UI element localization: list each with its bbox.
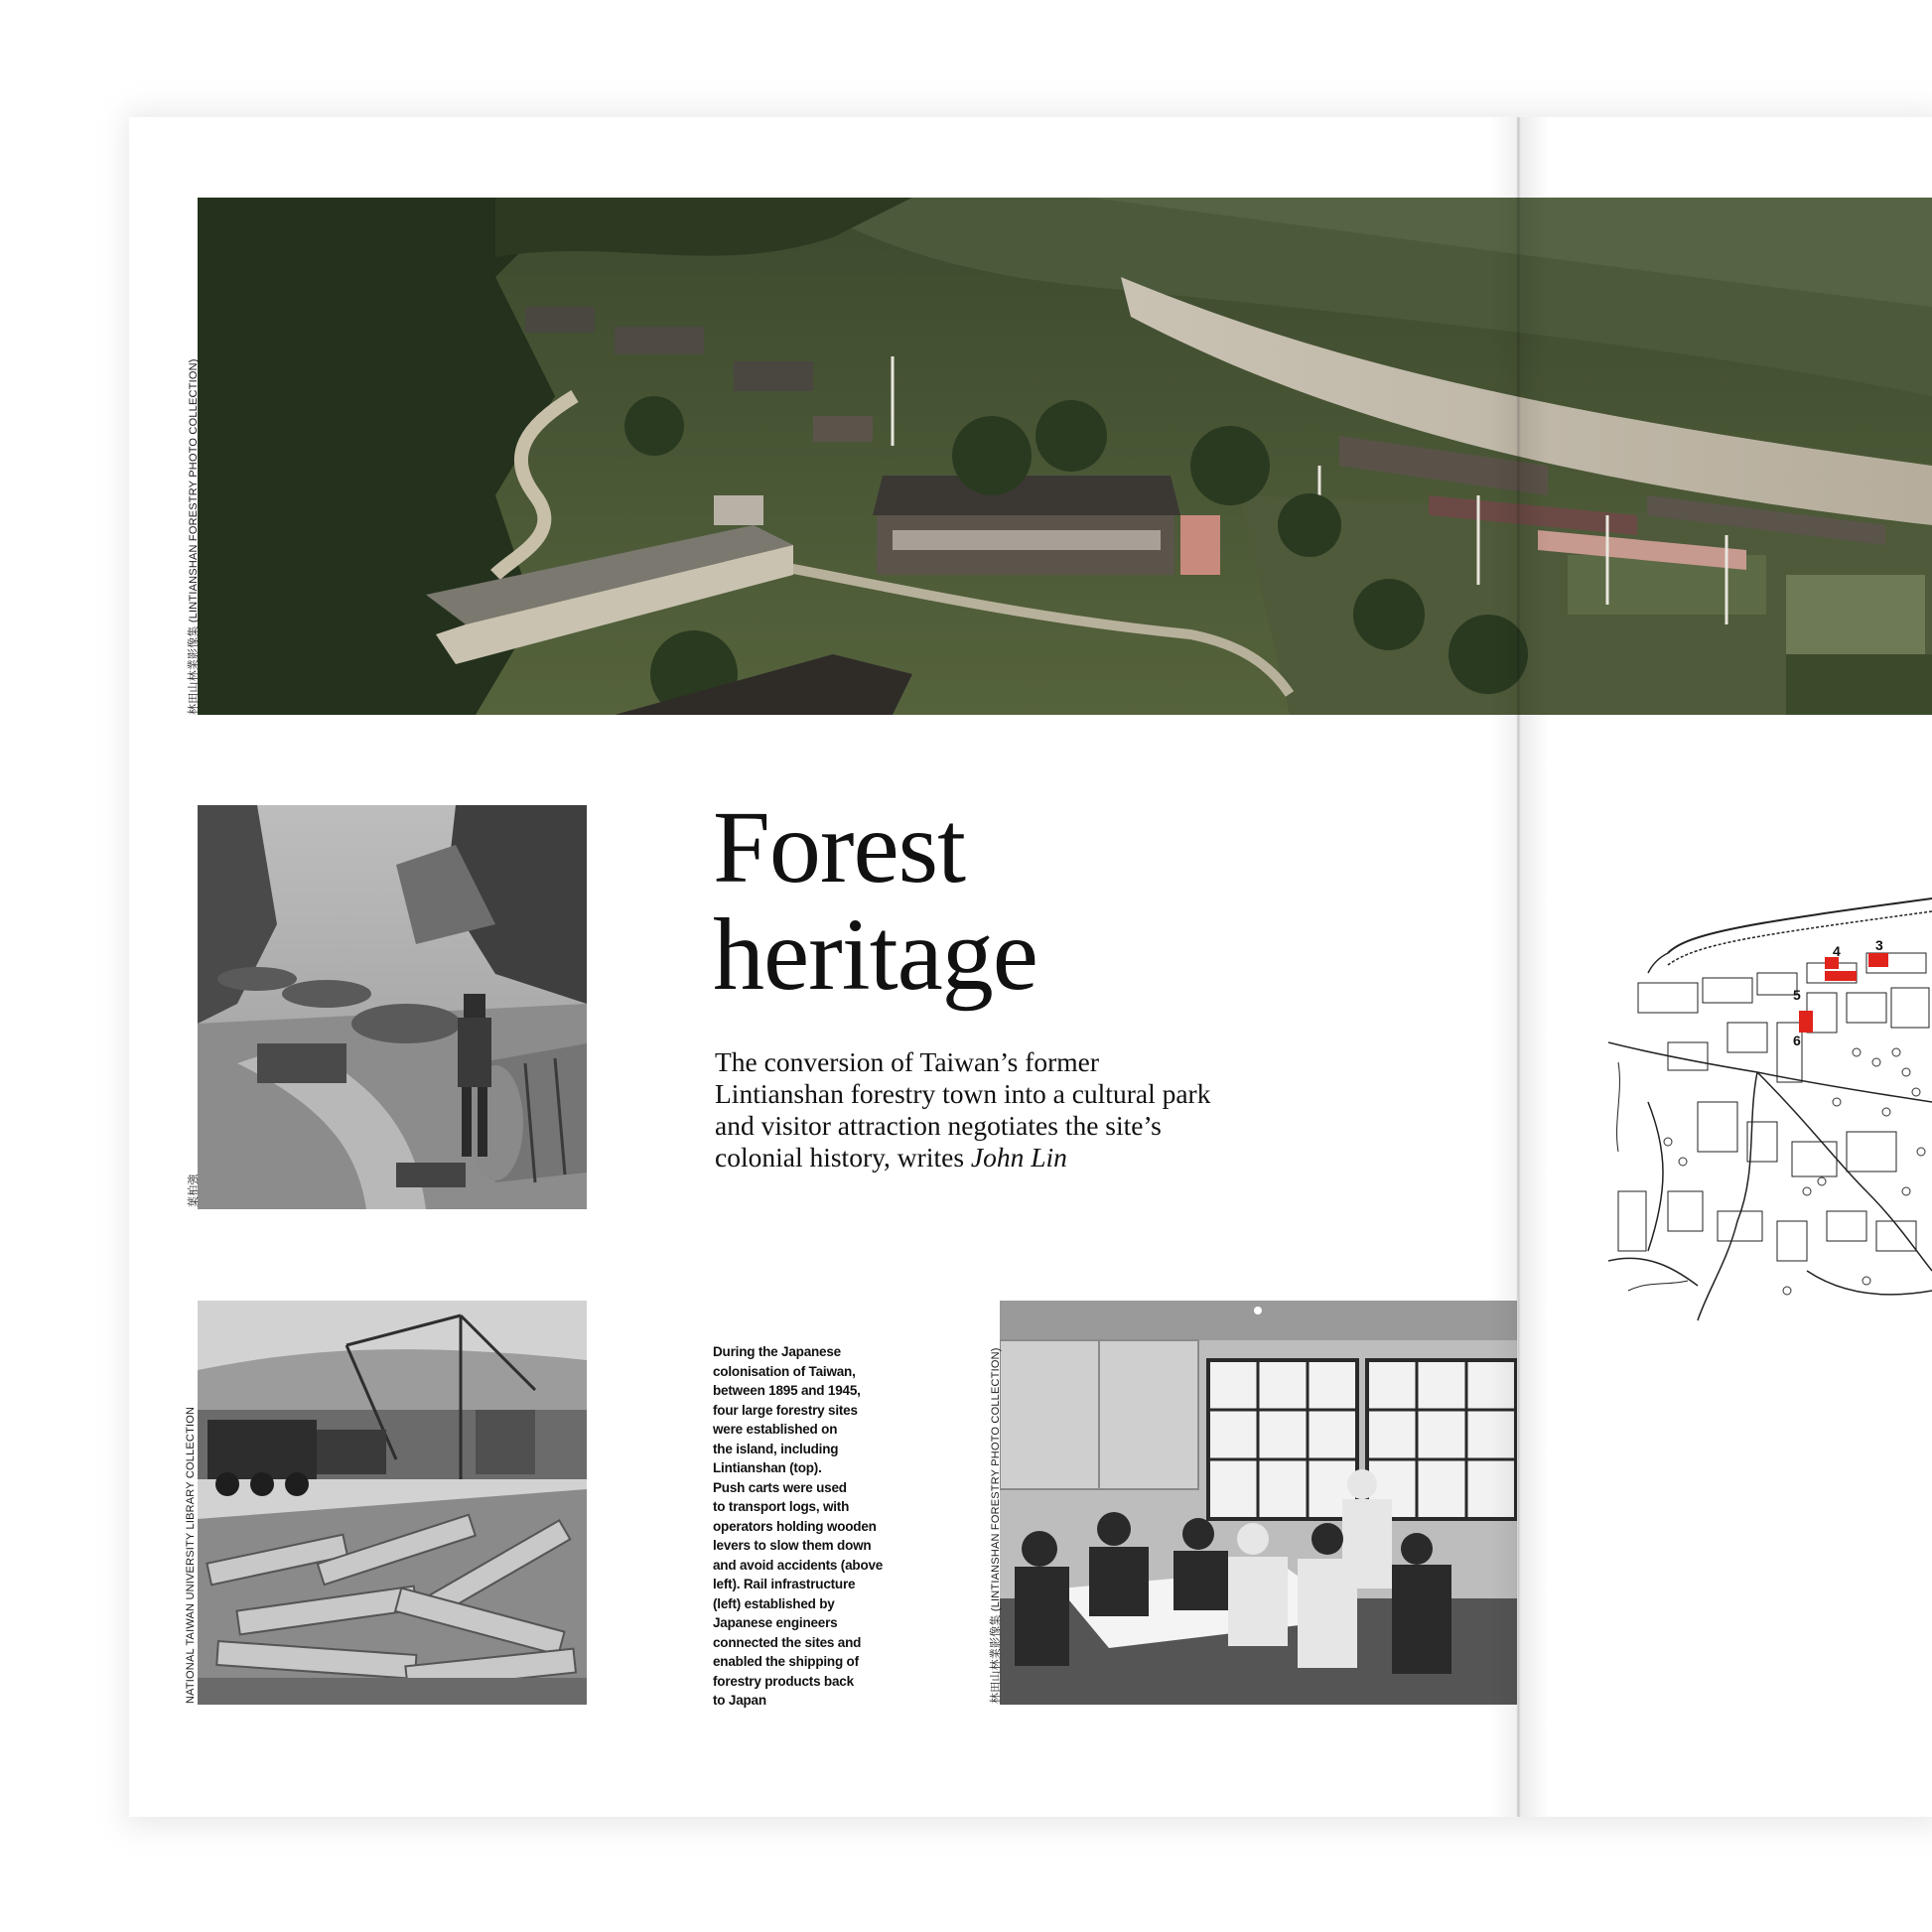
top-photo-credit: 林田山林業影像集 (LINTIANSHAN FORESTRY PHOTO COLLECTION)	[188, 358, 200, 715]
caption-line: connected the sites and	[713, 1634, 862, 1650]
caption-line: During the Japanese	[713, 1344, 841, 1359]
map-label-3: 3	[1875, 937, 1883, 953]
caption-line: to transport logs, with	[713, 1499, 850, 1514]
top-aerial-photo	[198, 198, 1932, 715]
caption-line: four large forestry sites	[713, 1402, 858, 1418]
spread-gutter	[1489, 117, 1549, 1817]
headline-line-1: Forest	[713, 790, 965, 904]
standfirst-text: The conversion of Taiwan’s former Lintianshan forestry town into a cultural park and visitor attraction negotiates the site’s colonial history, writes	[715, 1046, 1211, 1173]
map-label-4: 4	[1833, 943, 1841, 959]
caption-line: forestry products back	[713, 1673, 854, 1689]
caption-line: colonisation of Taiwan,	[713, 1363, 856, 1379]
caption-line: to Japan	[713, 1693, 766, 1708]
headline-line-2: heritage	[713, 897, 1037, 1012]
dining-photo-credit: 林田山林業影像集 (LINTIANSHAN FORESTRY PHOTO COLLECTION)	[990, 1347, 1002, 1704]
caption-line: left). Rail infrastructure	[713, 1577, 856, 1591]
map-label-6: 6	[1793, 1033, 1801, 1048]
author-name: John Lin	[970, 1142, 1067, 1173]
article-headline	[713, 790, 1269, 1012]
caption-line: Japanese engineers	[713, 1615, 838, 1630]
caption-line: levers to slow them down	[713, 1538, 872, 1553]
pushcart-photo	[198, 805, 587, 1209]
caption-line: were established on	[713, 1422, 838, 1437]
caption-line: and avoid accidents (above	[713, 1557, 884, 1573]
caption-line: enabled the shipping of	[713, 1654, 859, 1669]
standfirst	[715, 1046, 1231, 1173]
caption-line: the island, including	[713, 1441, 839, 1456]
site-map	[1608, 894, 1932, 1330]
caption-line: between 1895 and 1945,	[713, 1383, 861, 1398]
map-label-5: 5	[1793, 987, 1801, 1003]
rail-log-yard-photo	[198, 1301, 587, 1705]
caption-line: Lintianshan (top).	[713, 1460, 822, 1475]
caption-line: (left) established by	[713, 1595, 835, 1611]
photo-caption	[713, 1342, 911, 1711]
dining-hall-photo	[1000, 1301, 1517, 1705]
caption-line: Push carts were used	[713, 1479, 847, 1495]
pushcart-photo-credit: 葉柏強	[188, 1173, 200, 1207]
rail-photo-credit: NATIONAL TAIWAN UNIVERSITY LIBRARY COLLECTION	[185, 1406, 197, 1704]
caption-line: operators holding wooden	[713, 1518, 877, 1534]
